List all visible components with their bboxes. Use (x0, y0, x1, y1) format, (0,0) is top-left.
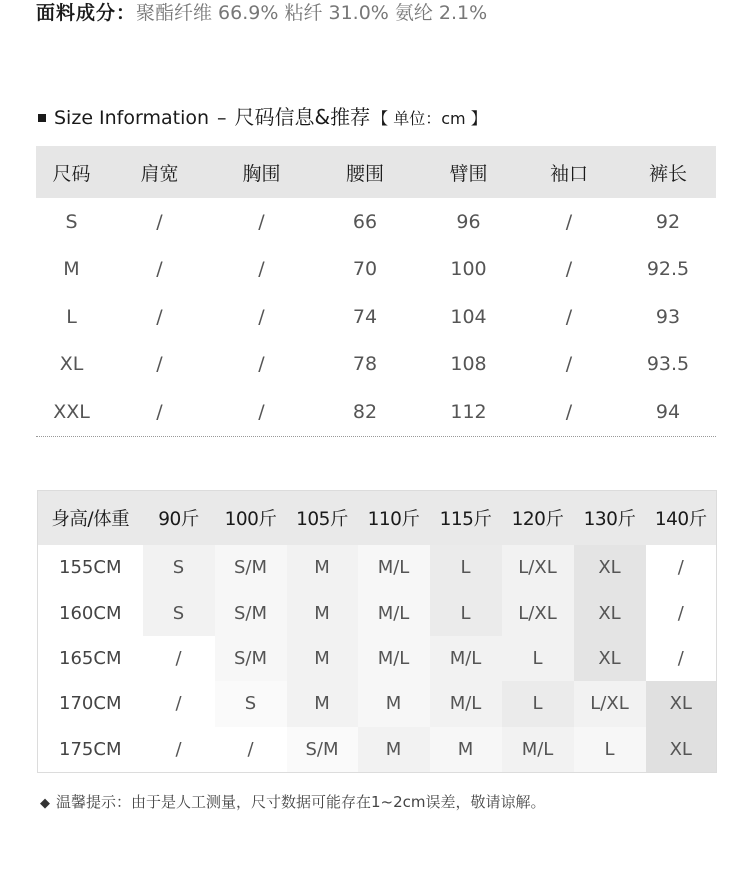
rec-header-cell: 105斤 (287, 491, 358, 546)
section-title-unit: 【 单位：cm 】 (372, 109, 487, 128)
table-row (38, 727, 717, 773)
rec-cell: M (287, 681, 358, 726)
rec-cell: / (215, 727, 287, 773)
size-cell: 108 (450, 353, 487, 376)
size-cell: / (258, 210, 265, 233)
table-row (38, 590, 717, 635)
rec-cell: XL (574, 636, 646, 681)
size-cell: XL (59, 353, 84, 376)
height-cell: 155CM (59, 557, 122, 579)
rec-cell: L (574, 727, 646, 773)
size-header-cell: 臂围 (419, 146, 518, 198)
rec-cell: S/M (215, 636, 287, 681)
size-cell: 92 (655, 210, 681, 233)
size-cell: / (156, 353, 163, 376)
size-header-cell: 腰围 (311, 146, 419, 198)
rec-cell: / (143, 636, 215, 681)
size-cell: / (565, 258, 573, 281)
rec-header-cell: 身高/体重 (38, 491, 143, 546)
rec-cell: XL (574, 590, 646, 635)
rec-header-cell: 115斤 (430, 491, 502, 546)
size-cell: 93.5 (646, 353, 690, 376)
size-header-cell: 胸围 (212, 146, 311, 198)
size-cell: 82 (352, 400, 378, 423)
size-cell: / (565, 305, 573, 328)
rec-cell: L (430, 545, 502, 590)
rec-cell: M/L (358, 590, 430, 635)
section-title-en: Size Information (54, 107, 210, 129)
rec-table-header-row (38, 491, 717, 546)
rec-cell: S (143, 590, 215, 635)
rec-cell: S (215, 681, 287, 726)
table-row (36, 388, 716, 436)
diamond-bullet-icon: ◆ (40, 796, 50, 811)
rec-header-cell: 120斤 (502, 491, 574, 546)
size-cell: L (66, 305, 77, 328)
size-cell: / (565, 210, 573, 233)
size-table-header-row (36, 146, 716, 198)
rec-header-cell: 100斤 (215, 491, 287, 546)
size-cell: / (156, 305, 163, 328)
size-cell: 104 (450, 305, 487, 328)
rec-cell: L (430, 590, 502, 635)
size-cell: 112 (450, 400, 487, 423)
rec-cell: / (646, 590, 717, 635)
size-cell: / (156, 210, 163, 233)
size-cell: / (156, 258, 163, 281)
table-row (38, 681, 717, 726)
height-cell: 170CM (59, 693, 122, 715)
measurement-note (40, 790, 546, 814)
size-cell: 92.5 (646, 258, 690, 281)
size-cell: / (258, 305, 265, 328)
rec-cell: XL (646, 727, 717, 773)
dotted-divider (36, 436, 716, 437)
fabric-composition (36, 0, 487, 26)
size-cell: / (565, 353, 573, 376)
fabric-label: 面料成分： (36, 2, 137, 24)
rec-cell: S/M (215, 545, 287, 590)
rec-cell: M (287, 545, 358, 590)
section-title-cn: 尺码信息&推荐 (234, 105, 371, 129)
size-cell: / (258, 353, 265, 376)
size-cell: / (156, 400, 163, 423)
rec-cell: M/L (430, 681, 502, 726)
rec-cell: M/L (358, 545, 430, 590)
size-cell: 96 (456, 210, 481, 233)
rec-cell: XL (646, 681, 717, 726)
table-row (36, 198, 716, 246)
height-cell: 175CM (59, 738, 122, 760)
rec-cell: L/XL (574, 681, 646, 726)
table-row (36, 246, 716, 294)
height-cell: 165CM (59, 647, 122, 669)
height-cell: 160CM (59, 602, 122, 624)
rec-cell: M (287, 590, 358, 635)
rec-cell: M (430, 727, 502, 773)
note-text: 温馨提示：由于是人工测量，尺寸数据可能存在1~2cm误差，敬请谅解。 (56, 793, 546, 811)
size-header-cell: 肩宽 (107, 146, 212, 198)
rec-cell: S/M (287, 727, 358, 773)
size-cell: M (63, 258, 80, 281)
rec-cell: / (143, 681, 215, 726)
rec-cell: L (502, 636, 574, 681)
rec-header-cell: 110斤 (358, 491, 430, 546)
square-bullet-icon (38, 114, 46, 122)
rec-cell: / (143, 727, 215, 773)
rec-header-cell: 130斤 (574, 491, 646, 546)
size-header-cell: 裤长 (620, 146, 716, 198)
size-cell: / (258, 258, 265, 281)
rec-cell: M (358, 727, 430, 773)
table-row (38, 636, 717, 681)
rec-cell: S/M (215, 590, 287, 635)
fabric-value: 聚酯纤维 66.9% 粘纤 31.0% 氨纶 2.1% (136, 2, 488, 24)
size-header-cell: 尺码 (36, 146, 107, 198)
rec-cell: M (358, 681, 430, 726)
rec-cell: M/L (430, 636, 502, 681)
rec-header-cell: 90斤 (143, 491, 215, 546)
rec-cell: L (502, 681, 574, 726)
table-row (38, 545, 717, 590)
size-cell: 78 (352, 353, 378, 376)
rec-cell: L/XL (502, 590, 574, 635)
section-title-dash: – (217, 107, 227, 129)
size-cell: 93 (655, 305, 681, 328)
rec-cell: XL (574, 545, 646, 590)
size-table (36, 146, 716, 436)
section-title (38, 104, 487, 130)
rec-cell: / (646, 545, 717, 590)
size-cell: 70 (352, 258, 378, 281)
size-header-cell: 袖口 (518, 146, 620, 198)
rec-cell: M/L (358, 636, 430, 681)
size-cell: 94 (655, 400, 681, 423)
size-cell: 100 (450, 258, 487, 281)
size-cell: 74 (352, 305, 378, 328)
size-recommendation-table (37, 490, 717, 773)
rec-cell: M/L (502, 727, 574, 773)
rec-cell: L/XL (502, 545, 574, 590)
rec-header-cell: 140斤 (646, 491, 717, 546)
size-cell: S (65, 210, 78, 233)
size-cell: / (565, 400, 573, 423)
rec-cell: S (143, 545, 215, 590)
table-row (36, 341, 716, 389)
size-cell: XXL (53, 400, 90, 423)
table-row (36, 293, 716, 341)
size-cell: / (258, 400, 265, 423)
rec-cell: / (646, 636, 717, 681)
size-cell: 66 (352, 210, 378, 233)
rec-cell: M (287, 636, 358, 681)
